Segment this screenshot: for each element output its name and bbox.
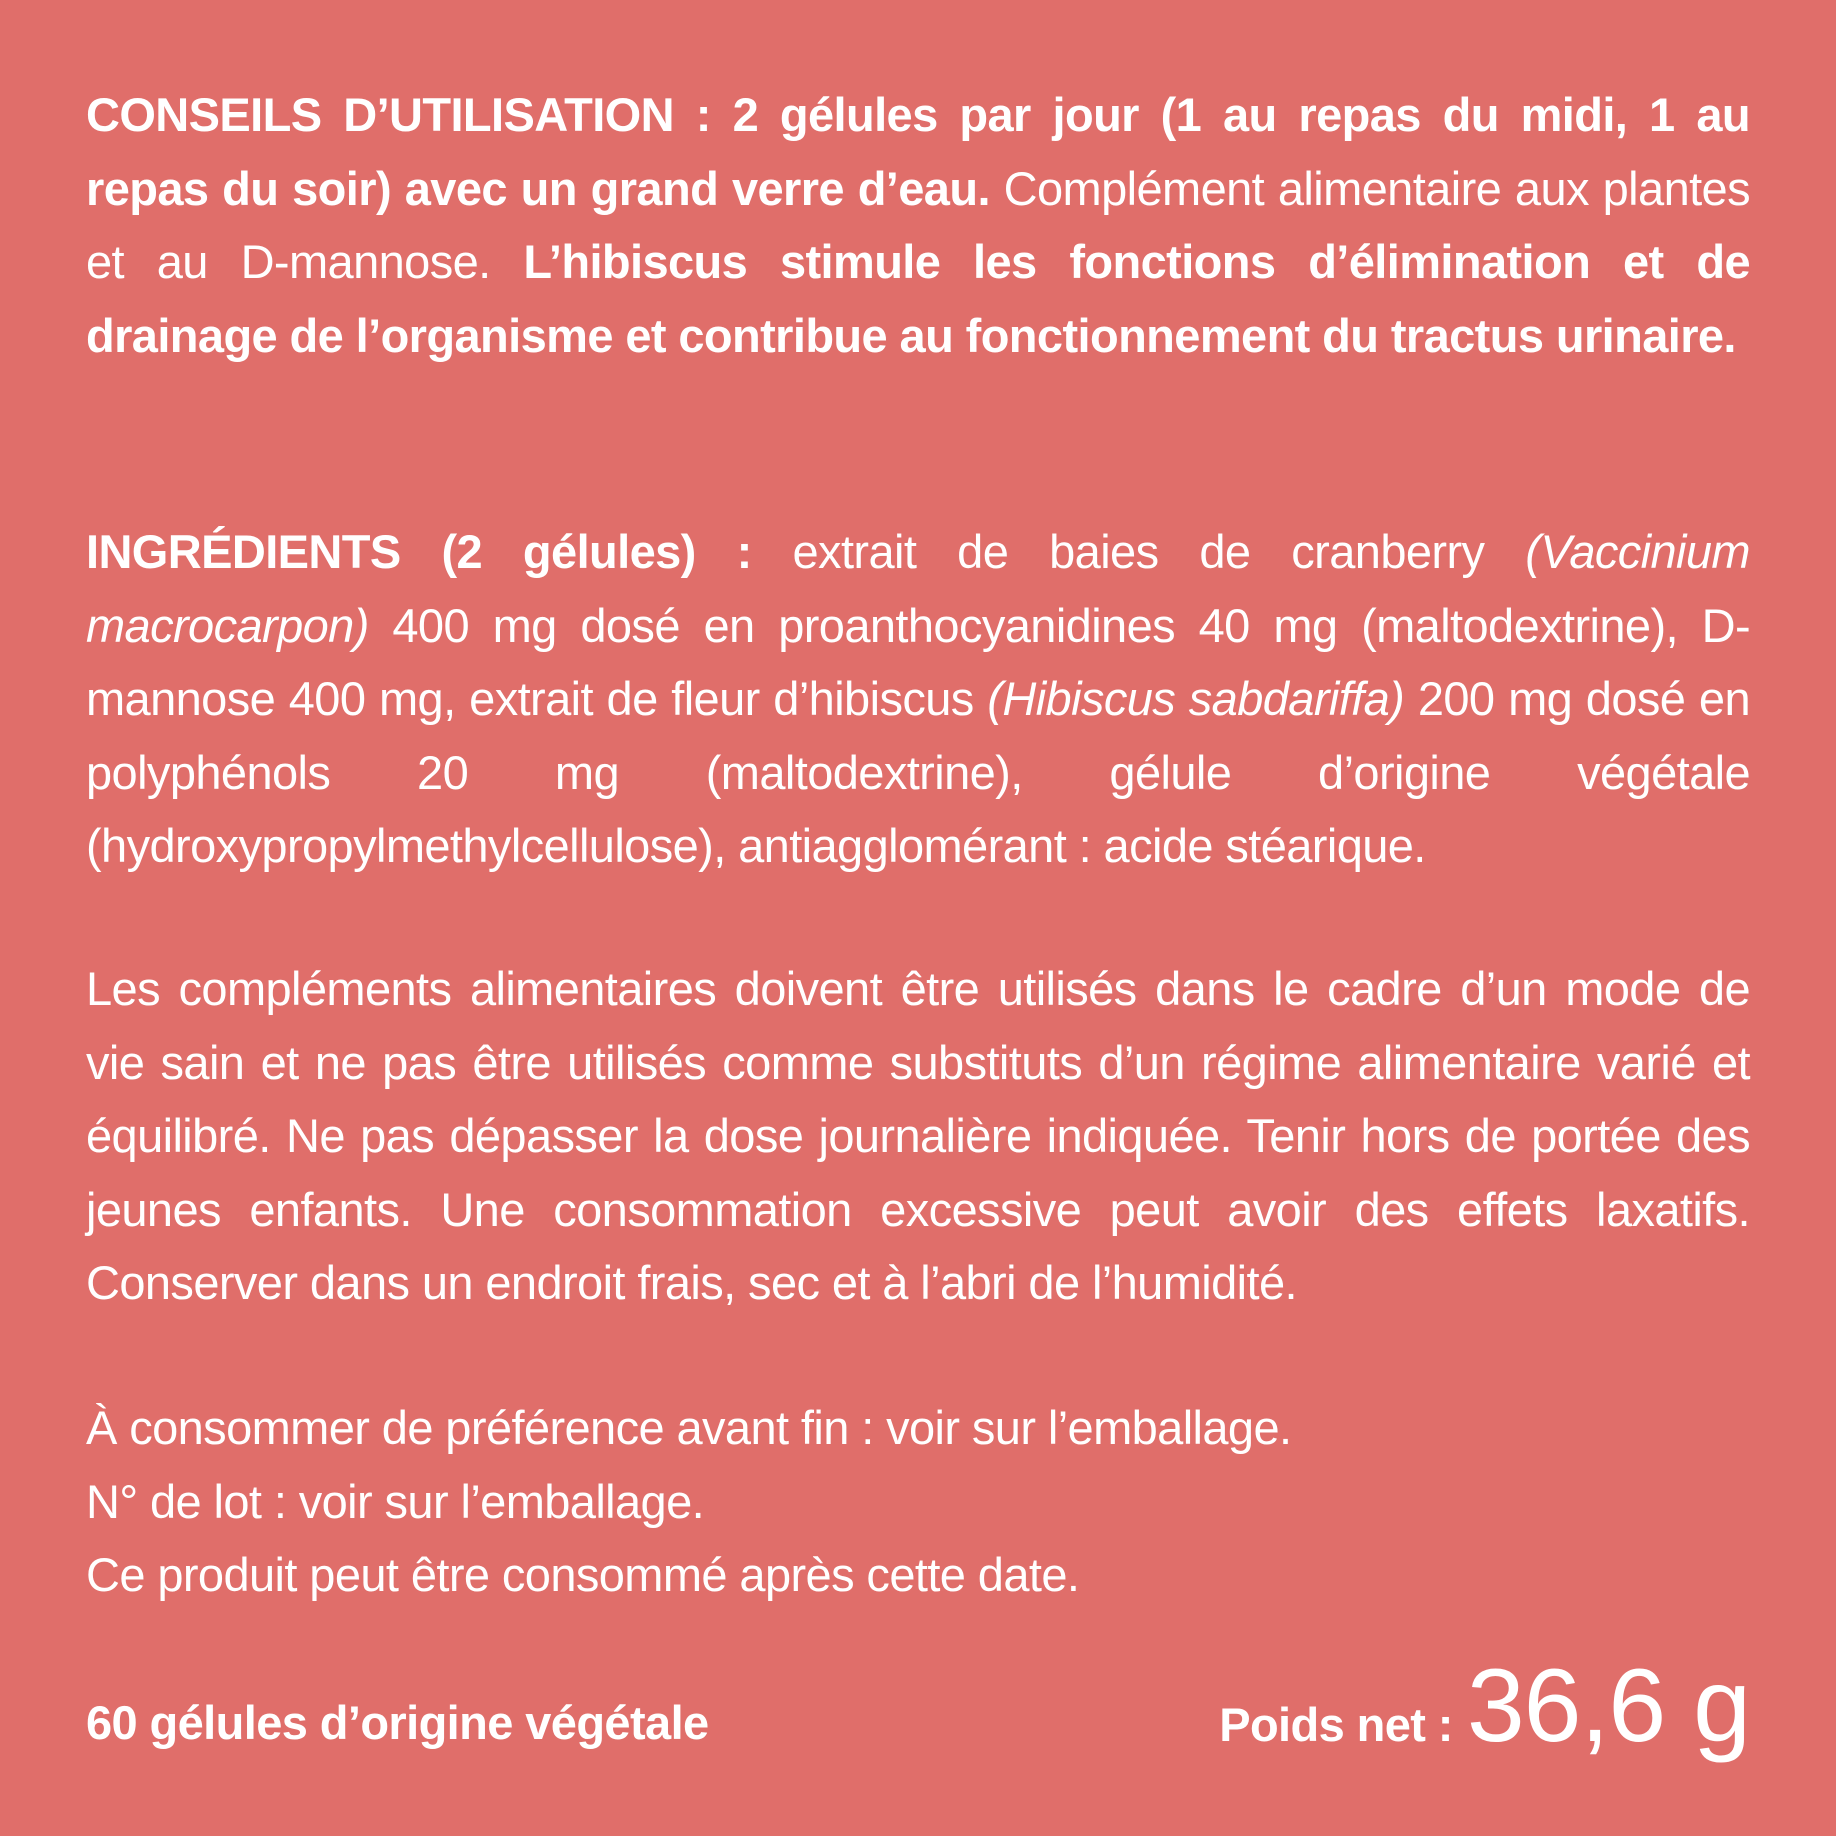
ingredients-part-2: 400 mg dosé en proanthocyanidines 40 mg (maltodextrine), D-mannose 400 mg, extrait de fleur d’hibiscus xyxy=(86,598,1750,725)
dates-block xyxy=(86,1391,1750,1612)
ingredients-latin-name-2: (Hibiscus sabdariffa) xyxy=(987,672,1405,725)
usage-claim: L’hibiscus stimule les fonctions d’élimination et de drainage de l’organisme et contribue au fonctionnement du tractus urinaire. xyxy=(86,235,1750,362)
ingredients-paragraph xyxy=(86,515,1750,883)
usage-paragraph xyxy=(86,78,1750,372)
warnings-paragraph: Les compléments alimentaires doivent être utilisés dans le cadre d’un mode de vie sain et ne pas être utilisés comme substituts d’un régime alimentaire varié et équilibré. Ne pas dépasser la dose journalière indiquée. Tenir hors de portée des jeunes enfants. Une consommation excessive peut avoir des effets laxatifs. Conserver dans un endroit frais, sec et à l’abri de l’humidité. xyxy=(86,962,1750,1309)
net-weight-label: Poids net : xyxy=(1219,1698,1453,1751)
ingredients-latin-name-1: (Vaccinium macrocarpon) xyxy=(86,525,1750,652)
capsule-count: 60 gélules d’origine végétale xyxy=(86,1696,709,1749)
usage-description: Complément alimentaire aux plantes et au D-mannose. xyxy=(86,161,1750,288)
net-weight-value: 36,6 g xyxy=(1466,1648,1750,1764)
usage-dosage: 2 gélules par jour (1 au repas du midi, 1 au repas du soir) avec un grand verre d’eau. xyxy=(86,88,1750,215)
lot-number-line: N° de lot : voir sur l’emballage. xyxy=(86,1474,705,1528)
usage-heading: CONSEILS D’UTILISATION : xyxy=(86,88,733,141)
net-weight xyxy=(1219,1648,1750,1764)
label-panel xyxy=(86,78,1750,1778)
ingredients-part-1: extrait de baies de cranberry xyxy=(792,525,1526,578)
consumption-note-line: Ce produit peut être consommé après cette date. xyxy=(86,1548,1080,1601)
ingredients-part-3: 200 mg dosé en polyphénols 20 mg (maltodextrine), gélule d’origine végétale (hydroxypropylmethylcellulose), antiagglomérant : acide stéarique. xyxy=(86,672,1750,872)
footer xyxy=(86,1648,1750,1764)
ingredients-heading: INGRÉDIENTS (2 gélules) : xyxy=(86,525,793,578)
best-before-line: À consommer de préférence avant fin : voir sur l’emballage. xyxy=(86,1401,1292,1454)
